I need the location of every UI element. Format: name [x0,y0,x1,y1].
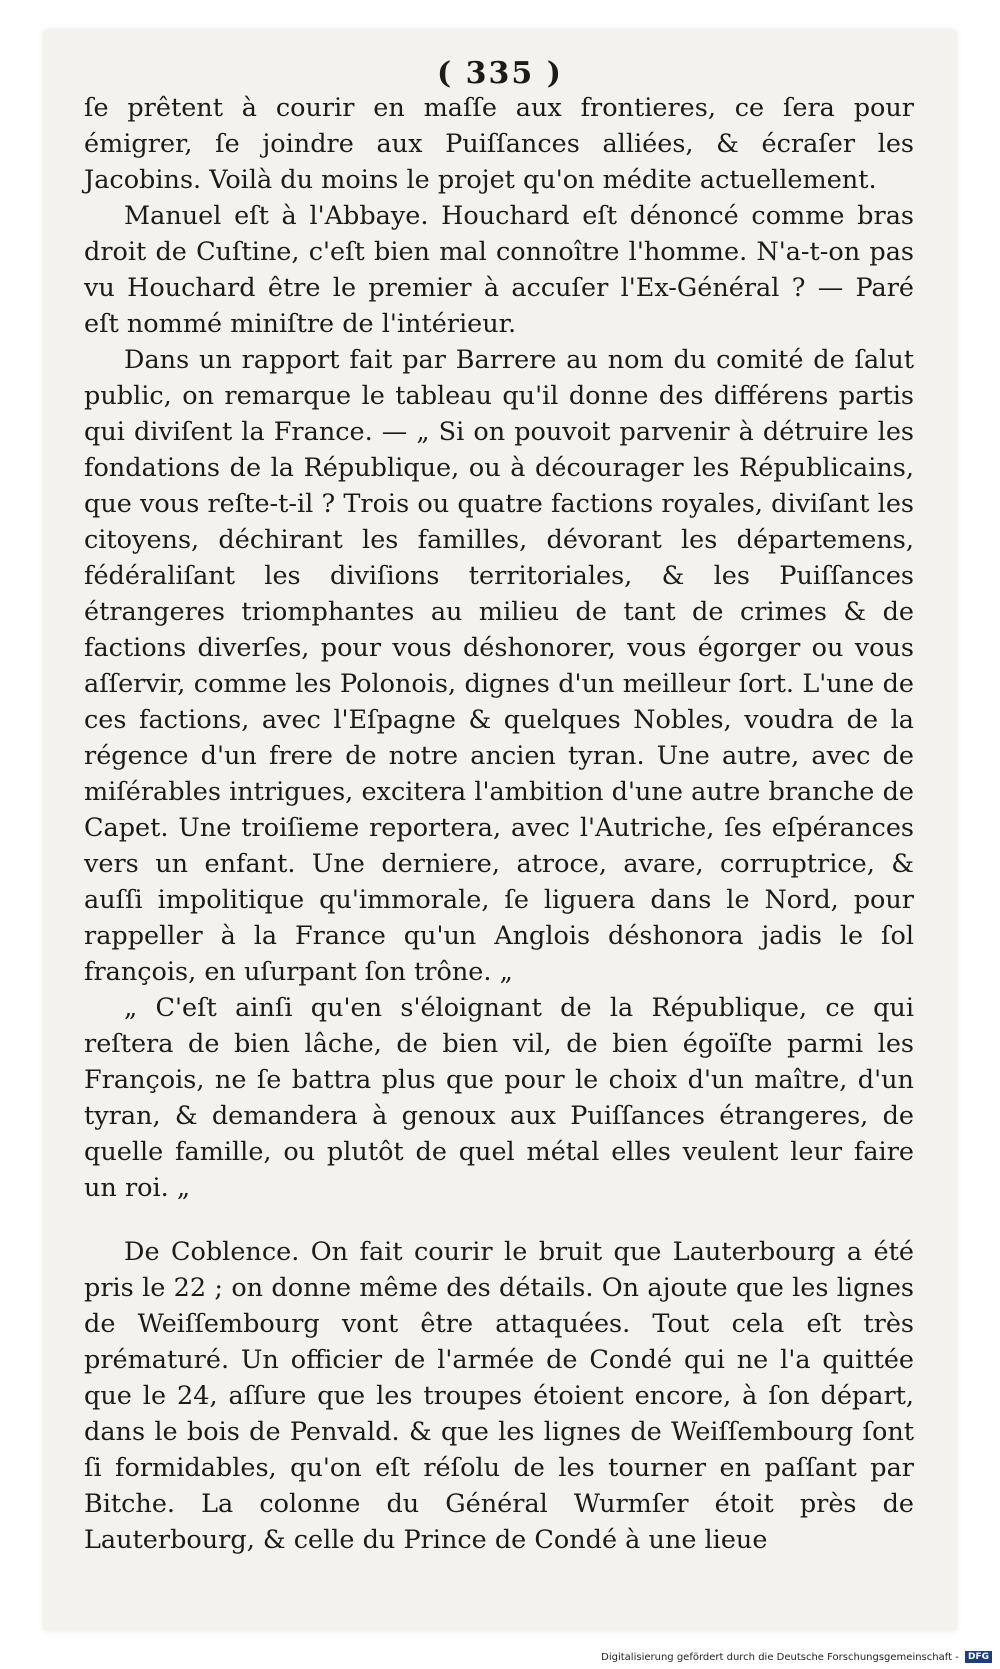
paragraph-4: „ C'eſt ainſi qu'en s'éloignant de la République, ce qui reſtera de bien lâche, de bien vil, de bien égoïſte parmi les François, ne ſe battra plus que pour le choix d'un maître, d'un tyran, & demandera à genoux aux Puiſſances étrangeres, de quelle famille, ou plutôt de quel métal elles veulent leur faire un roi. „ [84,993,914,1203]
paragraph-1: ſe prêtent à courir en maſſe aux frontieres, ce ſera pour émigrer, ſe joindre aux Puiſſances alliées, & écraſer les Jacobins. Voilà du moins le projet qu'on médite actuellement. [84,93,914,195]
digitization-credit [601,1651,992,1663]
page-number: ( 335 ) [437,56,563,91]
paragraph-2: Manuel eſt à l'Abbaye. Houchard eſt dénoncé comme bras droit de Cuſtine, c'eſt bien mal connoître l'homme. N'a-t-on pas vu Houchard être le premier à accuſer l'Ex-Général ? — Paré eſt nommé miniſtre de l'intérieur. [84,201,914,339]
page-text [84,90,914,1558]
paragraph-5: De Coblence. On fait courir le bruit que Lauterbourg a été pris le 22 ; on donne même des détails. On ajoute que les lignes de Weiſſembourg vont être attaquées. Tout cela eſt très prématuré. Un officier de l'armée de Condé qui ne l'a quittée que le 24, aſſure que les troupes étoient encore, à ſon départ, dans le bois de Penvald. & que les lignes de Weiſſembourg ſont ſi formidables, qu'on eſt réſolu de les tourner en paſſant par Bitche. La colonne du Général Wurmſer étoit près de Lauterbourg, & celle du Prince de Condé à une lieue [84,1237,914,1555]
credit-text: Digitalisierung gefördert durch die Deutsche Forschungsgemeinschaft - [601,1652,959,1663]
paragraph-3: Dans un rapport fait par Barrere au nom du comité de ſalut public, on remarque le tableau qu'il donne des différens partis qui diviſent la France. — „ Si on pouvoit parvenir à détruire les fondations de la République, ou à décourager les Républicains, que vous reſte-t-il ? Trois ou quatre factions royales, diviſant les citoyens, déchirant les familles, dévorant les départemens, fédéraliſant les diviſions territoriales, & les Puiſſances étrangeres triomphantes au milieu de tant de crimes & de factions diverſes, pour vous déshonorer, vous égorger ou vous aſſervir, comme les Polonois, dignes d'un meilleur ſort. L'une de ces factions, avec l'Eſpagne & quelques Nobles, voudra de la régence d'un frere de notre ancien tyran. Une autre, avec de miſérables intrigues, excitera l'ambition d'une autre branche de Capet. Une troiſieme reportera, avec l'Autriche, ſes eſpérances vers un enfant. Une derniere, atroce, avare, corruptrice, & auſſi impolitique qu'immorale, ſe liguera dans le Nord, pour rappeller à la France qu'un Anglois déshonora jadis le ſol françois, en uſurpant ſon trône. „ [84,345,914,987]
scanned-page [44,30,956,1630]
dfg-logo: DFG [965,1651,992,1663]
